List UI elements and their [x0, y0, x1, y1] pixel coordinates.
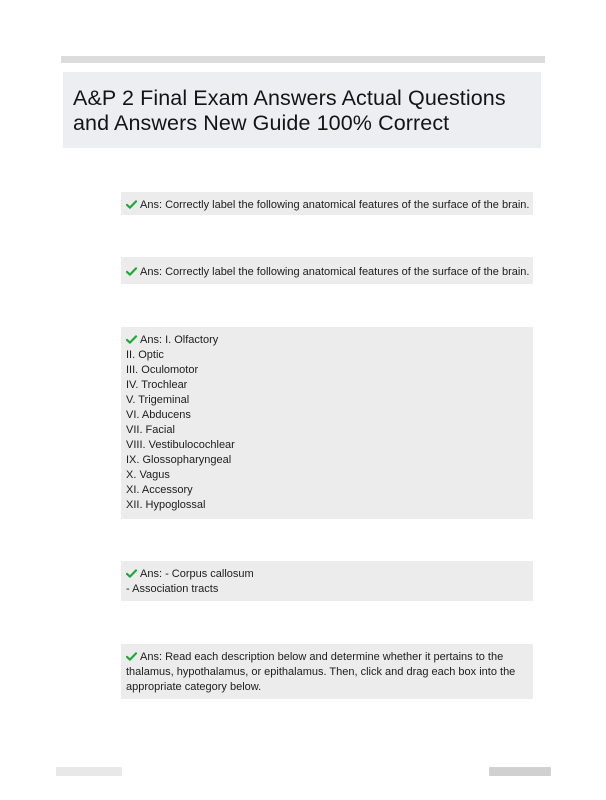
- checkmark-icon: [126, 652, 137, 661]
- answer-text: Ans: Correctly label the following anatomical features of the surface of the brain.: [140, 199, 530, 211]
- top-divider: [61, 56, 545, 63]
- answer-box-4: [119, 561, 535, 601]
- answer-line: IV. Trochlear: [126, 379, 188, 391]
- answer-text: Ans: - Corpus callosum: [140, 568, 254, 580]
- answer-box-1: [119, 192, 535, 215]
- answer-box-5: [119, 644, 535, 699]
- answer-line: XII. Hypoglossal: [126, 499, 206, 511]
- answer-text: Ans: Read each description below and determine whether it pertains to the thalamus, hypothalamus, or epithalamus. Then, click and drag each box into the appropriate category below.: [126, 651, 516, 693]
- answer-text: Ans: I. Olfactory: [140, 334, 219, 346]
- answer-line: - Association tracts: [126, 583, 219, 595]
- answer-box-cranial-nerves: [119, 327, 535, 519]
- footer-left-redacted: [56, 767, 122, 776]
- answer-line: VII. Facial: [126, 424, 175, 436]
- answer-line: XI. Accessory: [126, 484, 193, 496]
- checkmark-icon: [126, 335, 137, 344]
- checkmark-icon: [126, 200, 137, 209]
- document-title-box: [61, 72, 543, 148]
- answer-line: VI. Abducens: [126, 409, 191, 421]
- answer-line: II. Optic: [126, 349, 164, 361]
- checkmark-icon: [126, 569, 137, 578]
- footer-right-redacted: [489, 767, 551, 776]
- document-title: A&P 2 Final Exam Answers Actual Questions and Answers New Guide 100% Correct: [73, 86, 506, 135]
- answer-line: X. Vagus: [126, 469, 170, 481]
- answer-text: Ans: Correctly label the following anatomical features of the surface of the brain.: [140, 266, 530, 278]
- answer-box-2: [119, 257, 535, 284]
- answer-line: VIII. Vestibulocochlear: [126, 439, 235, 451]
- answer-line: III. Oculomotor: [126, 364, 199, 376]
- answer-line: V. Trigeminal: [126, 394, 190, 406]
- answer-line: IX. Glossopharyngeal: [126, 454, 232, 466]
- checkmark-icon: [126, 267, 137, 276]
